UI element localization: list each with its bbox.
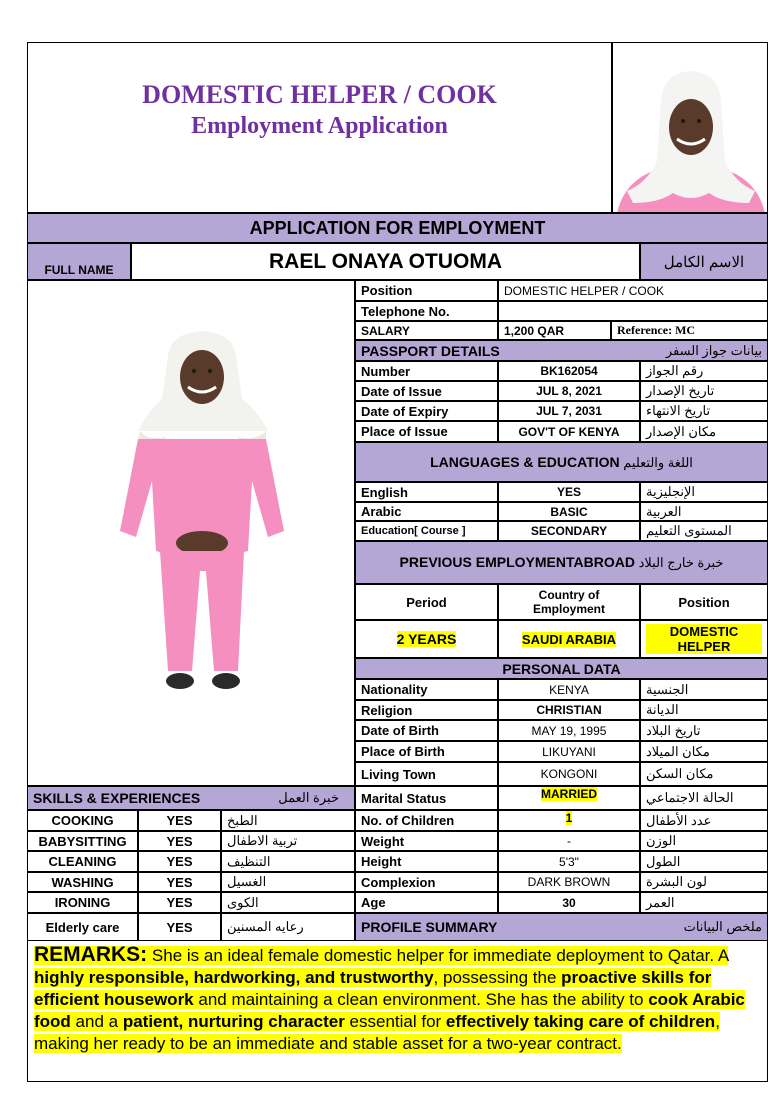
passport-arabic: مكان الإصدار bbox=[640, 421, 768, 442]
previous-period: 2 YEARS bbox=[355, 620, 498, 658]
personal-label: Religion bbox=[355, 700, 498, 720]
full-name-label: FULL NAME bbox=[27, 243, 131, 280]
personal-value bbox=[498, 786, 640, 810]
language-label: Arabic bbox=[355, 502, 498, 521]
personal-arabic: الطول bbox=[640, 851, 768, 872]
remarks-label: REMARKS: bbox=[34, 943, 148, 966]
passport-value: JUL 7, 2031 bbox=[498, 401, 640, 421]
language-value: YES bbox=[498, 482, 640, 502]
personal-value bbox=[498, 851, 640, 872]
personal-value-text: KONGONI bbox=[540, 767, 598, 781]
personal-arabic: لون البشرة bbox=[640, 872, 768, 892]
skill-value: YES bbox=[138, 851, 221, 872]
skill-label: IRONING bbox=[27, 892, 138, 913]
passport-value: BK162054 bbox=[498, 361, 640, 381]
passport-label: Place of Issue bbox=[355, 421, 498, 442]
passport-label: Date of Issue bbox=[355, 381, 498, 401]
personal-value-text: - bbox=[567, 834, 571, 848]
personal-data-heading: PERSONAL DATA bbox=[355, 658, 768, 679]
personal-value-text: 30 bbox=[562, 895, 576, 910]
language-arabic: الإنجليزية bbox=[640, 482, 768, 502]
personal-arabic: الديانة bbox=[640, 700, 768, 720]
skill-value: YES bbox=[138, 810, 221, 831]
position-value: DOMESTIC HELPER / COOK bbox=[498, 280, 768, 301]
reference-value: Reference: MC bbox=[611, 321, 768, 340]
personal-label: Weight bbox=[355, 831, 498, 851]
skill-label: COOKING bbox=[27, 810, 138, 831]
skill-label: CLEANING bbox=[27, 851, 138, 872]
personal-value-text: LIKUYANI bbox=[542, 744, 596, 759]
personal-value bbox=[498, 741, 640, 762]
personal-value-text: DARK BROWN bbox=[527, 875, 611, 889]
skill-arabic: تربية الاطفال bbox=[221, 831, 355, 851]
personal-value bbox=[498, 720, 640, 741]
personal-value-text: MAY 19, 1995 bbox=[531, 723, 607, 738]
personal-arabic: مكان الميلاد bbox=[640, 741, 768, 762]
skill-arabic: الكوى bbox=[221, 892, 355, 913]
personal-arabic: الوزن bbox=[640, 831, 768, 851]
personal-label: Nationality bbox=[355, 679, 498, 700]
personal-arabic: مكان السكن bbox=[640, 762, 768, 786]
profile-summary-heading: PROFILE SUMMARY ملخص البيانات bbox=[355, 913, 768, 941]
full-name-value: RAEL ONAYA OTUOMA bbox=[131, 243, 640, 280]
passport-label: Number bbox=[355, 361, 498, 381]
personal-value-text: 5'3" bbox=[559, 854, 579, 869]
languages-heading: LANGUAGES & EDUCATION اللغة والتعليم bbox=[355, 442, 768, 482]
skill-arabic: التنظيف bbox=[221, 851, 355, 872]
skill-arabic: رعايه المسنين bbox=[221, 913, 355, 941]
skill-label: Elderly care bbox=[27, 913, 138, 941]
personal-value bbox=[498, 762, 640, 786]
personal-label: Complexion bbox=[355, 872, 498, 892]
passport-heading: PASSPORT DETAILS بيانات جواز السفر bbox=[355, 340, 768, 361]
skill-value: YES bbox=[138, 892, 221, 913]
personal-value bbox=[498, 679, 640, 700]
personal-value bbox=[498, 892, 640, 913]
portrait-photo bbox=[612, 42, 768, 213]
full-body-photo bbox=[27, 280, 355, 786]
personal-label: Date of Birth bbox=[355, 720, 498, 741]
personal-label: Age bbox=[355, 892, 498, 913]
personal-label: Living Town bbox=[355, 762, 498, 786]
personal-value bbox=[498, 872, 640, 892]
position-column-header: Position bbox=[640, 584, 768, 620]
skill-value: YES bbox=[138, 913, 221, 941]
previous-position: DOMESTIC HELPER bbox=[640, 620, 768, 658]
remarks-paragraph: REMARKS: She is an ideal female domestic helper for immediate deployment to Qatar. A highly responsible, hardworking, and trustworthy, possessing the proactive skills for efficient housework and maintaining a clean environment. She has the ability to cook Arabic food and a patient, nurturing character essential for effectively taking care of children, making her ready to be an immediate and stable asset for a two-year contract. bbox=[34, 943, 745, 1053]
country-column-header: Country of Employment bbox=[498, 584, 640, 620]
personal-value-text: KENYA bbox=[549, 682, 589, 697]
page-title: DOMESTIC HELPER / COOK bbox=[142, 80, 497, 109]
personal-arabic: الحالة الاجتماعي bbox=[640, 786, 768, 810]
passport-arabic: رقم الجواز bbox=[640, 361, 768, 381]
passport-arabic: تاريخ الإصدار bbox=[640, 381, 768, 401]
previous-employment-heading: PREVIOUS EMPLOYMENTABROAD خبرة خارج البلاد bbox=[355, 541, 768, 584]
skill-label: WASHING bbox=[27, 872, 138, 892]
personal-label: Place of Birth bbox=[355, 741, 498, 762]
salary-value: 1,200 QAR bbox=[498, 321, 611, 340]
language-arabic: المستوى التعليم bbox=[640, 521, 768, 541]
skill-value: YES bbox=[138, 872, 221, 892]
position-label: Position bbox=[355, 280, 498, 301]
previous-country: SAUDI ARABIA bbox=[498, 620, 640, 658]
salary-label: SALARY bbox=[355, 321, 498, 340]
language-arabic: العربية bbox=[640, 502, 768, 521]
personal-label: No. of Children bbox=[355, 810, 498, 831]
skill-label: BABYSITTING bbox=[27, 831, 138, 851]
personal-arabic: عدد الأطفال bbox=[640, 810, 768, 831]
full-name-arabic: الاسم الكامل bbox=[640, 243, 768, 280]
skill-arabic: الغسيل bbox=[221, 872, 355, 892]
personal-value-text: MARRIED bbox=[541, 787, 597, 801]
personal-value bbox=[498, 831, 640, 851]
personal-value bbox=[498, 810, 640, 831]
page-subtitle: Employment Application bbox=[191, 113, 448, 139]
personal-label: Height bbox=[355, 851, 498, 872]
skills-heading: SKILLS & EXPERIENCES خبرة العمل bbox=[27, 786, 355, 810]
personal-arabic: الجنسية bbox=[640, 679, 768, 700]
skill-arabic: الطبخ bbox=[221, 810, 355, 831]
personal-value-text: CHRISTIAN bbox=[536, 703, 602, 717]
personal-arabic: العمر bbox=[640, 892, 768, 913]
application-banner: APPLICATION FOR EMPLOYMENT bbox=[27, 213, 768, 243]
language-value: SECONDARY bbox=[498, 521, 640, 541]
personal-value bbox=[498, 700, 640, 720]
personal-label: Marital Status bbox=[355, 786, 498, 810]
language-label: Education[ Course ] bbox=[355, 521, 498, 541]
passport-arabic: تاريخ الانتهاء bbox=[640, 401, 768, 421]
personal-value-text: 1 bbox=[565, 811, 573, 825]
telephone-value bbox=[498, 301, 768, 321]
passport-value: GOV'T OF KENYA bbox=[498, 421, 640, 442]
period-column-header: Period bbox=[355, 584, 498, 620]
language-label: English bbox=[355, 482, 498, 502]
skill-value: YES bbox=[138, 831, 221, 851]
passport-value: JUL 8, 2021 bbox=[498, 381, 640, 401]
language-value: BASIC bbox=[498, 502, 640, 521]
telephone-label: Telephone No. bbox=[355, 301, 498, 321]
passport-label: Date of Expiry bbox=[355, 401, 498, 421]
personal-arabic: تاريخ البلاد bbox=[640, 720, 768, 741]
